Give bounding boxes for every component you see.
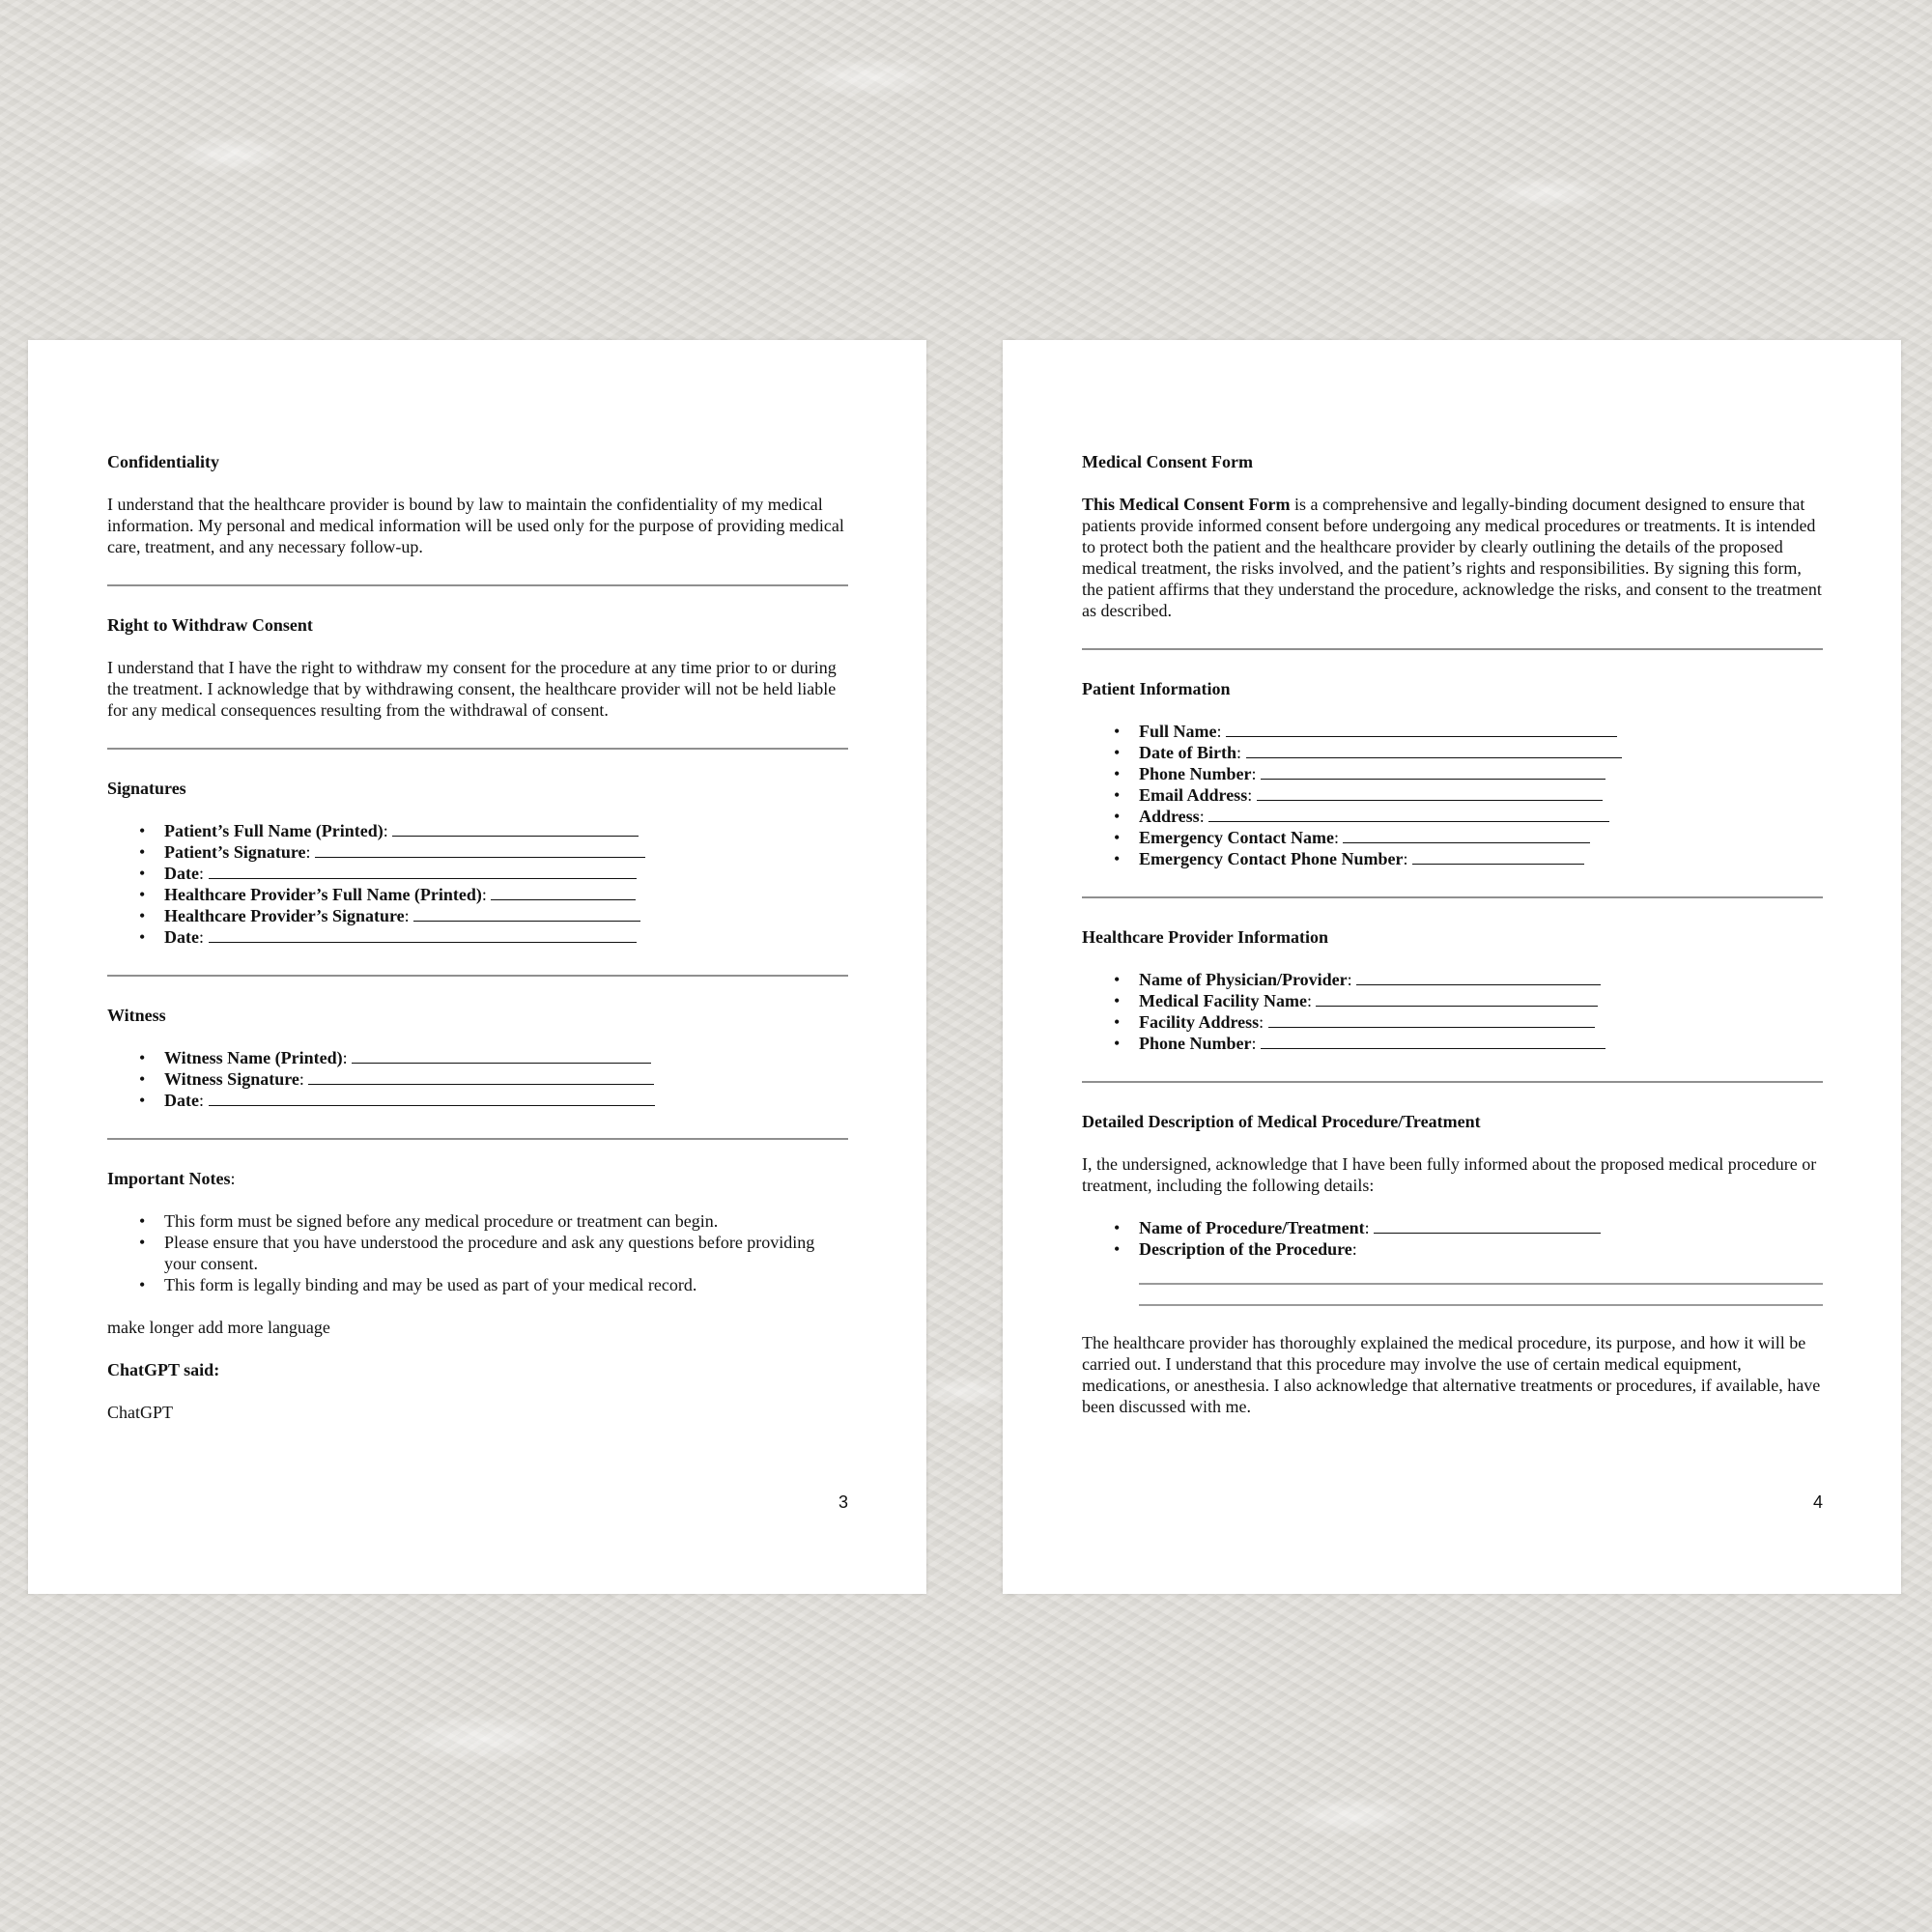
list-item: • Date of Birth:: [1139, 742, 1823, 763]
intro-bold: This Medical Consent Form: [1082, 495, 1291, 514]
field-label: Patient’s Full Name (Printed): [164, 821, 384, 840]
description-line: [1139, 1283, 1823, 1285]
prompt-text: make longer add more language: [107, 1318, 330, 1337]
field-label: Full Name: [1139, 722, 1217, 741]
section-divider: [1082, 648, 1823, 650]
phone-number-blank[interactable]: [1261, 763, 1605, 780]
list-item: • Patient’s Signature:: [164, 841, 848, 863]
section-divider: [107, 1138, 848, 1140]
field-label: Email Address: [1139, 785, 1248, 805]
field-label: Description of the Procedure: [1139, 1239, 1352, 1259]
confidentiality-text: I understand that the healthcare provider is bound by law to maintain the confidentiality of my medical information. My personal and medical information will be used only for the purpose of providing medical care, treatment, and any necessary follow-up.: [107, 495, 844, 556]
chat-said-heading: ChatGPT said:: [107, 1360, 220, 1379]
document-page-3: [28, 340, 926, 1594]
list-item: • Date:: [164, 1090, 848, 1111]
provider-fields-list: [1082, 969, 1823, 1054]
field-label: Healthcare Provider’s Signature: [164, 906, 405, 925]
field-label: Patient’s Signature: [164, 842, 306, 862]
list-item: • Emergency Contact Phone Number:: [1139, 848, 1823, 869]
list-item: • This form must be signed before any medical procedure or treatment can begin.: [164, 1210, 848, 1232]
field-label: Date: [164, 864, 199, 883]
patient-fields-list: [1082, 721, 1823, 869]
list-item: • Facility Address:: [1139, 1011, 1823, 1033]
notes-list: [107, 1210, 848, 1295]
list-item: • Healthcare Provider’s Signature:: [164, 905, 848, 926]
intro-rest: is a comprehensive and legally-binding document designed to ensure that patients provide informed consent before undergoing any medical procedures or treatments. It is intended to protect both the patient and the healthcare provider by clearly outlining the details of the proposed medical treatment, the risks involved, and the patient’s rights and responsibilities. By signing this form, the patient affirms that they understand the procedure, acknowledge the risks, and consent to the treatment as described.: [1082, 495, 1822, 620]
procedure-name-blank[interactable]: [1374, 1217, 1601, 1234]
list-item: • Description of the Procedure:: [1139, 1238, 1823, 1260]
section-title-notes: Important Notes:: [107, 1169, 236, 1188]
field-label: Date: [164, 1091, 199, 1110]
section-title-provider: Healthcare Provider Information: [1082, 927, 1328, 947]
patient-signature-blank[interactable]: [315, 841, 645, 858]
patient-name-blank[interactable]: [392, 820, 639, 837]
section-title-confidentiality: Confidentiality: [107, 452, 220, 471]
field-label: Facility Address: [1139, 1012, 1260, 1032]
date-blank[interactable]: [209, 1090, 655, 1106]
field-label: Date of Birth: [1139, 743, 1236, 762]
provider-phone-blank[interactable]: [1261, 1033, 1605, 1049]
procedure-description-lines[interactable]: [1139, 1283, 1823, 1306]
field-label: Emergency Contact Name: [1139, 828, 1334, 847]
field-label: Date: [164, 927, 199, 947]
list-item: • Medical Facility Name:: [1139, 990, 1823, 1011]
witness-name-blank[interactable]: [352, 1047, 651, 1064]
list-item: • Date:: [164, 863, 848, 884]
procedure-text: I, the undersigned, acknowledge that I have been fully informed about the proposed medical procedure or treatment, including the following details:: [1082, 1154, 1817, 1195]
section-divider: [1082, 896, 1823, 898]
list-item: • This form is legally binding and may be used as part of your medical record.: [164, 1274, 848, 1295]
list-item: • Date:: [164, 926, 848, 948]
page-number: 4: [1812, 1492, 1823, 1512]
facility-name-blank[interactable]: [1316, 990, 1598, 1007]
provider-name-blank[interactable]: [491, 884, 636, 900]
field-label: Phone Number: [1139, 1034, 1252, 1053]
list-item: • Full Name:: [1139, 721, 1823, 742]
section-title-withdraw: Right to Withdraw Consent: [107, 615, 313, 635]
list-item: • Name of Physician/Provider:: [1139, 969, 1823, 990]
field-label: Emergency Contact Phone Number: [1139, 849, 1404, 868]
date-blank[interactable]: [209, 863, 637, 879]
date-blank[interactable]: [209, 926, 637, 943]
closing-text: The healthcare provider has thoroughly explained the medical procedure, its purpose, and how it will be carried out. I understand that this procedure may involve the use of certain medical equipment, medications, or anesthesia. I also acknowledge that alternative treatments or procedures, if available, have been discussed with me.: [1082, 1333, 1821, 1416]
list-item: • Witness Signature:: [164, 1068, 848, 1090]
list-item: • Witness Name (Printed):: [164, 1047, 848, 1068]
field-label: Phone Number: [1139, 764, 1252, 783]
emergency-contact-name-blank[interactable]: [1343, 827, 1590, 843]
field-label: Witness Name (Printed): [164, 1048, 343, 1067]
witness-fields-list: [107, 1047, 848, 1111]
field-label: Healthcare Provider’s Full Name (Printed): [164, 885, 482, 904]
full-name-blank[interactable]: [1226, 721, 1617, 737]
procedure-fields-list: [1082, 1217, 1823, 1260]
section-title-procedure: Detailed Description of Medical Procedure/Treatment: [1082, 1112, 1481, 1131]
list-item: • Name of Procedure/Treatment:: [1139, 1217, 1823, 1238]
page-title: Medical Consent Form: [1082, 452, 1253, 471]
intro-text: [1082, 494, 1823, 621]
signature-fields-list: [107, 820, 848, 948]
notes-title-text: Important Notes: [107, 1169, 231, 1188]
address-blank[interactable]: [1208, 806, 1609, 822]
list-item: • Phone Number:: [1139, 1033, 1823, 1054]
facility-address-blank[interactable]: [1268, 1011, 1595, 1028]
list-item: • Emergency Contact Name:: [1139, 827, 1823, 848]
field-label: Name of Physician/Provider: [1139, 970, 1348, 989]
field-label: Address: [1139, 807, 1200, 826]
page-number: 3: [838, 1492, 848, 1512]
section-divider: [107, 584, 848, 586]
withdraw-text: I understand that I have the right to withdraw my consent for the procedure at any time prior to or during the treatment. I acknowledge that by withdrawing consent, the healthcare provider will not be held liable for any medical consequences resulting from the withdrawal of consent.: [107, 658, 837, 720]
witness-signature-blank[interactable]: [308, 1068, 654, 1085]
chat-name: ChatGPT: [107, 1403, 174, 1422]
provider-signature-blank[interactable]: [413, 905, 640, 922]
section-divider: [107, 975, 848, 977]
section-title-witness: Witness: [107, 1006, 166, 1025]
list-item: • Please ensure that you have understood the procedure and ask any questions before providing your consent.: [164, 1232, 848, 1274]
section-title-patient: Patient Information: [1082, 679, 1231, 698]
section-divider: [107, 748, 848, 750]
field-label: Medical Facility Name: [1139, 991, 1307, 1010]
list-item: • Address:: [1139, 806, 1823, 827]
date-of-birth-blank[interactable]: [1246, 742, 1622, 758]
list-item: • Phone Number:: [1139, 763, 1823, 784]
list-item: • Email Address:: [1139, 784, 1823, 806]
emergency-contact-phone-blank[interactable]: [1412, 848, 1584, 865]
field-label: Witness Signature: [164, 1069, 299, 1089]
physician-name-blank[interactable]: [1356, 969, 1601, 985]
description-line: [1139, 1304, 1823, 1306]
section-title-signatures: Signatures: [107, 779, 186, 798]
email-address-blank[interactable]: [1257, 784, 1603, 801]
list-item: • Patient’s Full Name (Printed):: [164, 820, 848, 841]
section-divider: [1082, 1081, 1823, 1083]
list-item: • Healthcare Provider’s Full Name (Printed):: [164, 884, 848, 905]
document-page-4: [1003, 340, 1901, 1594]
field-label: Name of Procedure/Treatment: [1139, 1218, 1365, 1237]
